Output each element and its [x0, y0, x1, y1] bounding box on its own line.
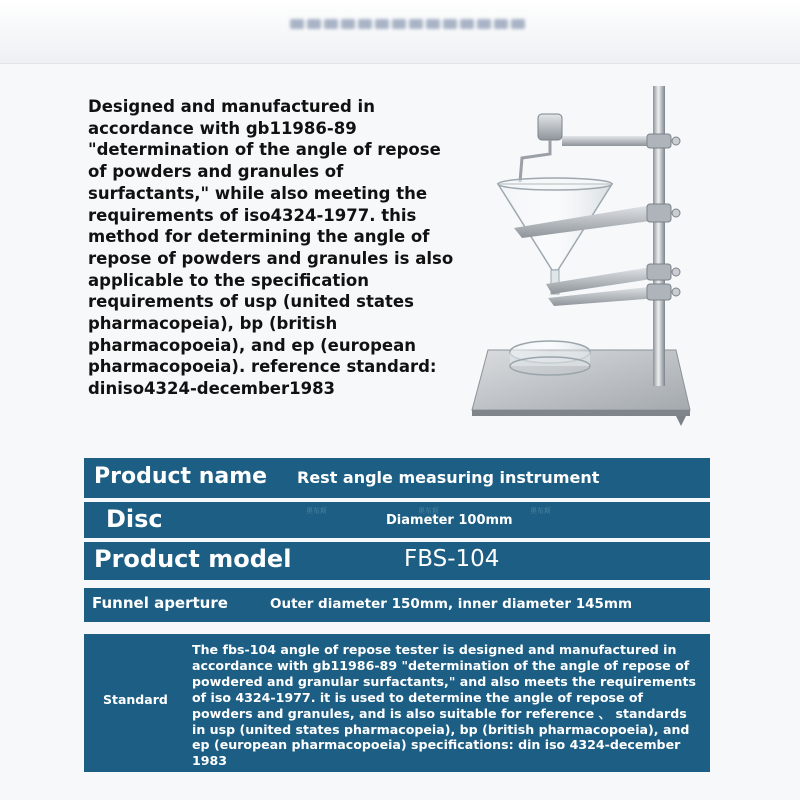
spec-value: Outer diameter 150mm, inner diameter 145mm — [270, 596, 633, 612]
watermark: 奥布斯 — [306, 507, 327, 515]
watermark: 奥布斯 — [418, 507, 439, 515]
angle-of-repose-tester-image — [462, 80, 702, 430]
spec-value: FBS-104 — [404, 546, 500, 572]
spec-row-funnel-aperture — [84, 588, 710, 622]
spec-value: The fbs-104 angle of repose tester is designed and manufactured in accordance with gb11986-89 "determination of the angle of repose of powdered and granular surfactants," and also meets the requirements of iso 4324-1977. it is used to determine the angle of repose of powders and granules, and is also suitable for reference 、 standards in usp (united states pharmacopeia), bp (british pharmacopoeia), and ep (european pharmacopoeia) specifications: din iso 4324-december 1983 — [192, 642, 696, 769]
spec-label: Standard — [103, 692, 168, 707]
spec-label: Disc — [106, 505, 163, 533]
spec-row-disc — [84, 502, 710, 538]
spec-row-product-model — [84, 542, 710, 580]
header-blurred-title — [290, 18, 545, 44]
spec-label: Product name — [94, 464, 268, 489]
intro-description: Designed and manufactured in accordance with gb11986-89 "determination of the angle of repose of powders and granules of surfactants," while also meeting the requirements of iso4324-1977. this method for determining the angle of repose of powders and granules is also applicable to the specification requirements of usp (united states pharmacopeia), bp (british pharmacopoeia), and ep (european pharmacopoeia). reference standard: diniso4324-december1983 — [88, 97, 454, 399]
base-plate-edge — [472, 410, 690, 416]
spec-label: Product model — [94, 545, 292, 573]
spec-value: Diameter 100mm — [386, 513, 513, 528]
spec-row-product-name — [84, 458, 710, 498]
watermark: 奥布斯 — [530, 507, 551, 515]
spec-row-standard — [84, 634, 710, 772]
spec-label: Funnel aperture — [92, 594, 228, 612]
header-strip — [0, 0, 800, 64]
vertical-rod — [653, 86, 665, 386]
spec-value: Rest angle measuring instrument — [297, 468, 600, 487]
